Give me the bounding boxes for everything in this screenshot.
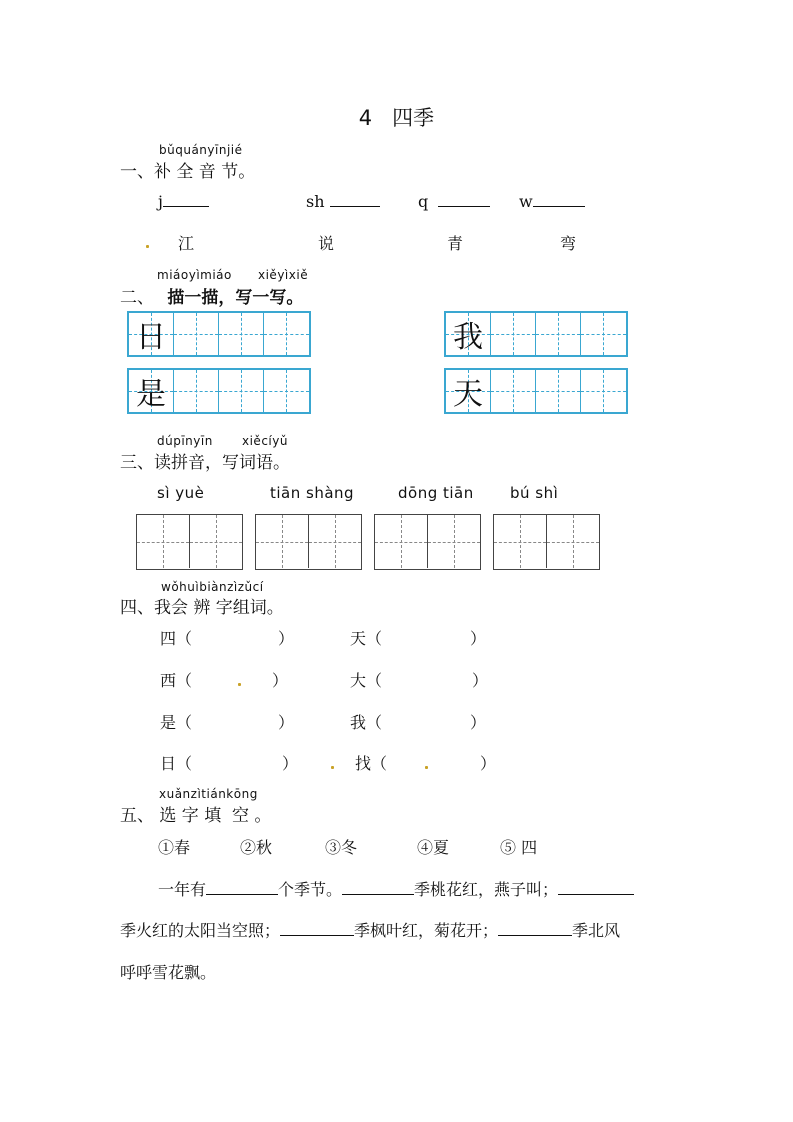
writing-grid-row [444,311,628,357]
grid-cell[interactable] [581,370,626,412]
option-1: ①春 [158,838,191,857]
syllable-char-3: 青 [447,234,464,253]
compound-left-close: ） [278,713,295,732]
compound-right-open: 找（ [355,754,388,773]
compound-left-open: 日（ [160,754,193,773]
section2-text: 描一描，写一写。 [167,288,304,308]
mark-dot [238,683,241,686]
word-writing-box [136,514,243,570]
compound-right-open: 大（ [350,671,383,690]
syllable-item-2 [306,192,380,211]
writing-grid-row [444,368,628,414]
compound-left-close: ） [272,671,289,690]
compound-left-close: ） [278,629,295,648]
grid-cell[interactable] [174,370,219,412]
section4-heading: 四、我会 辨 字组词。 [120,598,284,618]
grid-cell[interactable] [491,370,536,412]
fill-text: 季枫叶红，菊花开； [354,921,499,940]
section2-pinyin-a: miáoyìmiáo [157,268,232,282]
section3-heading: 三、读拼音，写词语。 [120,453,290,473]
fill-text: 季桃花红，燕子叫； [414,880,559,899]
answer-blank[interactable] [163,192,209,207]
grid-cell[interactable] [264,370,309,412]
section4-pinyin: wǒhuìbiànzìzǔcí [161,580,264,594]
grid-cell[interactable] [446,313,491,355]
compound-right-close: ） [470,713,487,732]
fill-text: 季火红的太阳当空照； [120,921,281,940]
fill-line-2 [120,918,620,941]
section2-pinyin-b: xiěyìxiě [258,268,309,282]
section1-heading: 一、补 全 音 节。 [120,162,256,182]
syllable-prefix: j [158,192,163,211]
grid-cell[interactable] [536,370,581,412]
fill-text: 个季节。 [278,880,343,899]
writing-grid-row [127,368,311,414]
section1-pinyin: bǔquányīnjié [159,143,243,157]
page-title: 4 四季 [358,106,435,130]
model-char: 天 [453,377,483,412]
compound-left-close: ） [282,754,299,773]
fill-text: 季北风 [572,921,621,940]
grid-cell[interactable] [174,313,219,355]
word-cell[interactable] [137,515,190,568]
fill-line-3: 呼呼雪花飘。 [120,963,217,982]
word-cell[interactable] [547,515,600,568]
word-writing-box [374,514,481,570]
syllable-char-4: 弯 [560,234,577,253]
syllable-prefix: w [519,192,533,211]
model-char: 是 [136,377,166,412]
grid-cell[interactable] [129,370,174,412]
syllable-item-1 [158,192,209,211]
answer-blank[interactable] [533,192,585,207]
syllable-char-2: 说 [318,234,335,253]
word-cell[interactable] [428,515,481,568]
compound-right-close: ） [480,754,497,773]
grid-cell[interactable] [581,313,626,355]
grid-cell[interactable] [219,370,264,412]
compound-right-close: ） [472,671,489,690]
section5-pinyin: xuǎnzìtiánkōng [159,787,258,801]
compound-left-open: 四（ [160,629,193,648]
answer-blank[interactable] [342,880,414,895]
option-4: ④夏 [417,838,450,857]
fill-line-1 [158,877,634,900]
word-pinyin-4: bú shì [510,484,559,502]
word-cell[interactable] [190,515,243,568]
fill-text: 一年有 [158,880,207,899]
grid-cell[interactable] [536,313,581,355]
word-cell[interactable] [375,515,428,568]
mark-dot [425,766,428,769]
section3-pinyin-b: xiěcíyǔ [242,434,288,448]
syllable-item-4 [519,192,585,211]
answer-blank[interactable] [438,192,490,207]
mark-dot [146,245,149,248]
grid-cell[interactable] [446,370,491,412]
word-pinyin-1: sì yuè [157,484,205,502]
syllable-item-3 [418,192,490,211]
grid-cell[interactable] [491,313,536,355]
option-3: ③冬 [325,838,358,857]
section2-number: 二、 [120,288,154,308]
mark-dot [331,766,334,769]
section5-heading: 五、 选 字 填 空 。 [120,806,272,826]
compound-right-open: 我（ [350,713,383,732]
writing-grid-row [127,311,311,357]
grid-cell[interactable] [129,313,174,355]
model-char: 日 [136,320,166,355]
answer-blank[interactable] [280,921,354,936]
word-pinyin-2: tiān shàng [270,484,355,502]
grid-cell[interactable] [219,313,264,355]
syllable-char-1: 江 [178,234,195,253]
section2-heading [120,283,303,308]
compound-left-open: 是（ [160,713,193,732]
word-writing-box [493,514,600,570]
answer-blank[interactable] [206,880,278,895]
grid-cell[interactable] [264,313,309,355]
word-pinyin-3: dōng tiān [398,484,474,502]
compound-right-close: ） [470,629,487,648]
option-5: ⑤ 四 [500,838,538,857]
answer-blank[interactable] [558,880,634,895]
model-char: 我 [453,320,483,355]
word-cell[interactable] [494,515,547,568]
compound-right-open: 天（ [350,629,383,648]
section3-pinyin-a: dúpīnyīn [157,434,213,448]
word-cell[interactable] [256,515,309,568]
option-2: ②秋 [240,838,273,857]
word-cell[interactable] [309,515,362,568]
answer-blank[interactable] [498,921,572,936]
syllable-prefix: q [418,192,429,211]
word-writing-box [255,514,362,570]
compound-left-open: 西（ [160,671,193,690]
answer-blank[interactable] [330,192,380,207]
syllable-prefix: sh [306,192,325,211]
